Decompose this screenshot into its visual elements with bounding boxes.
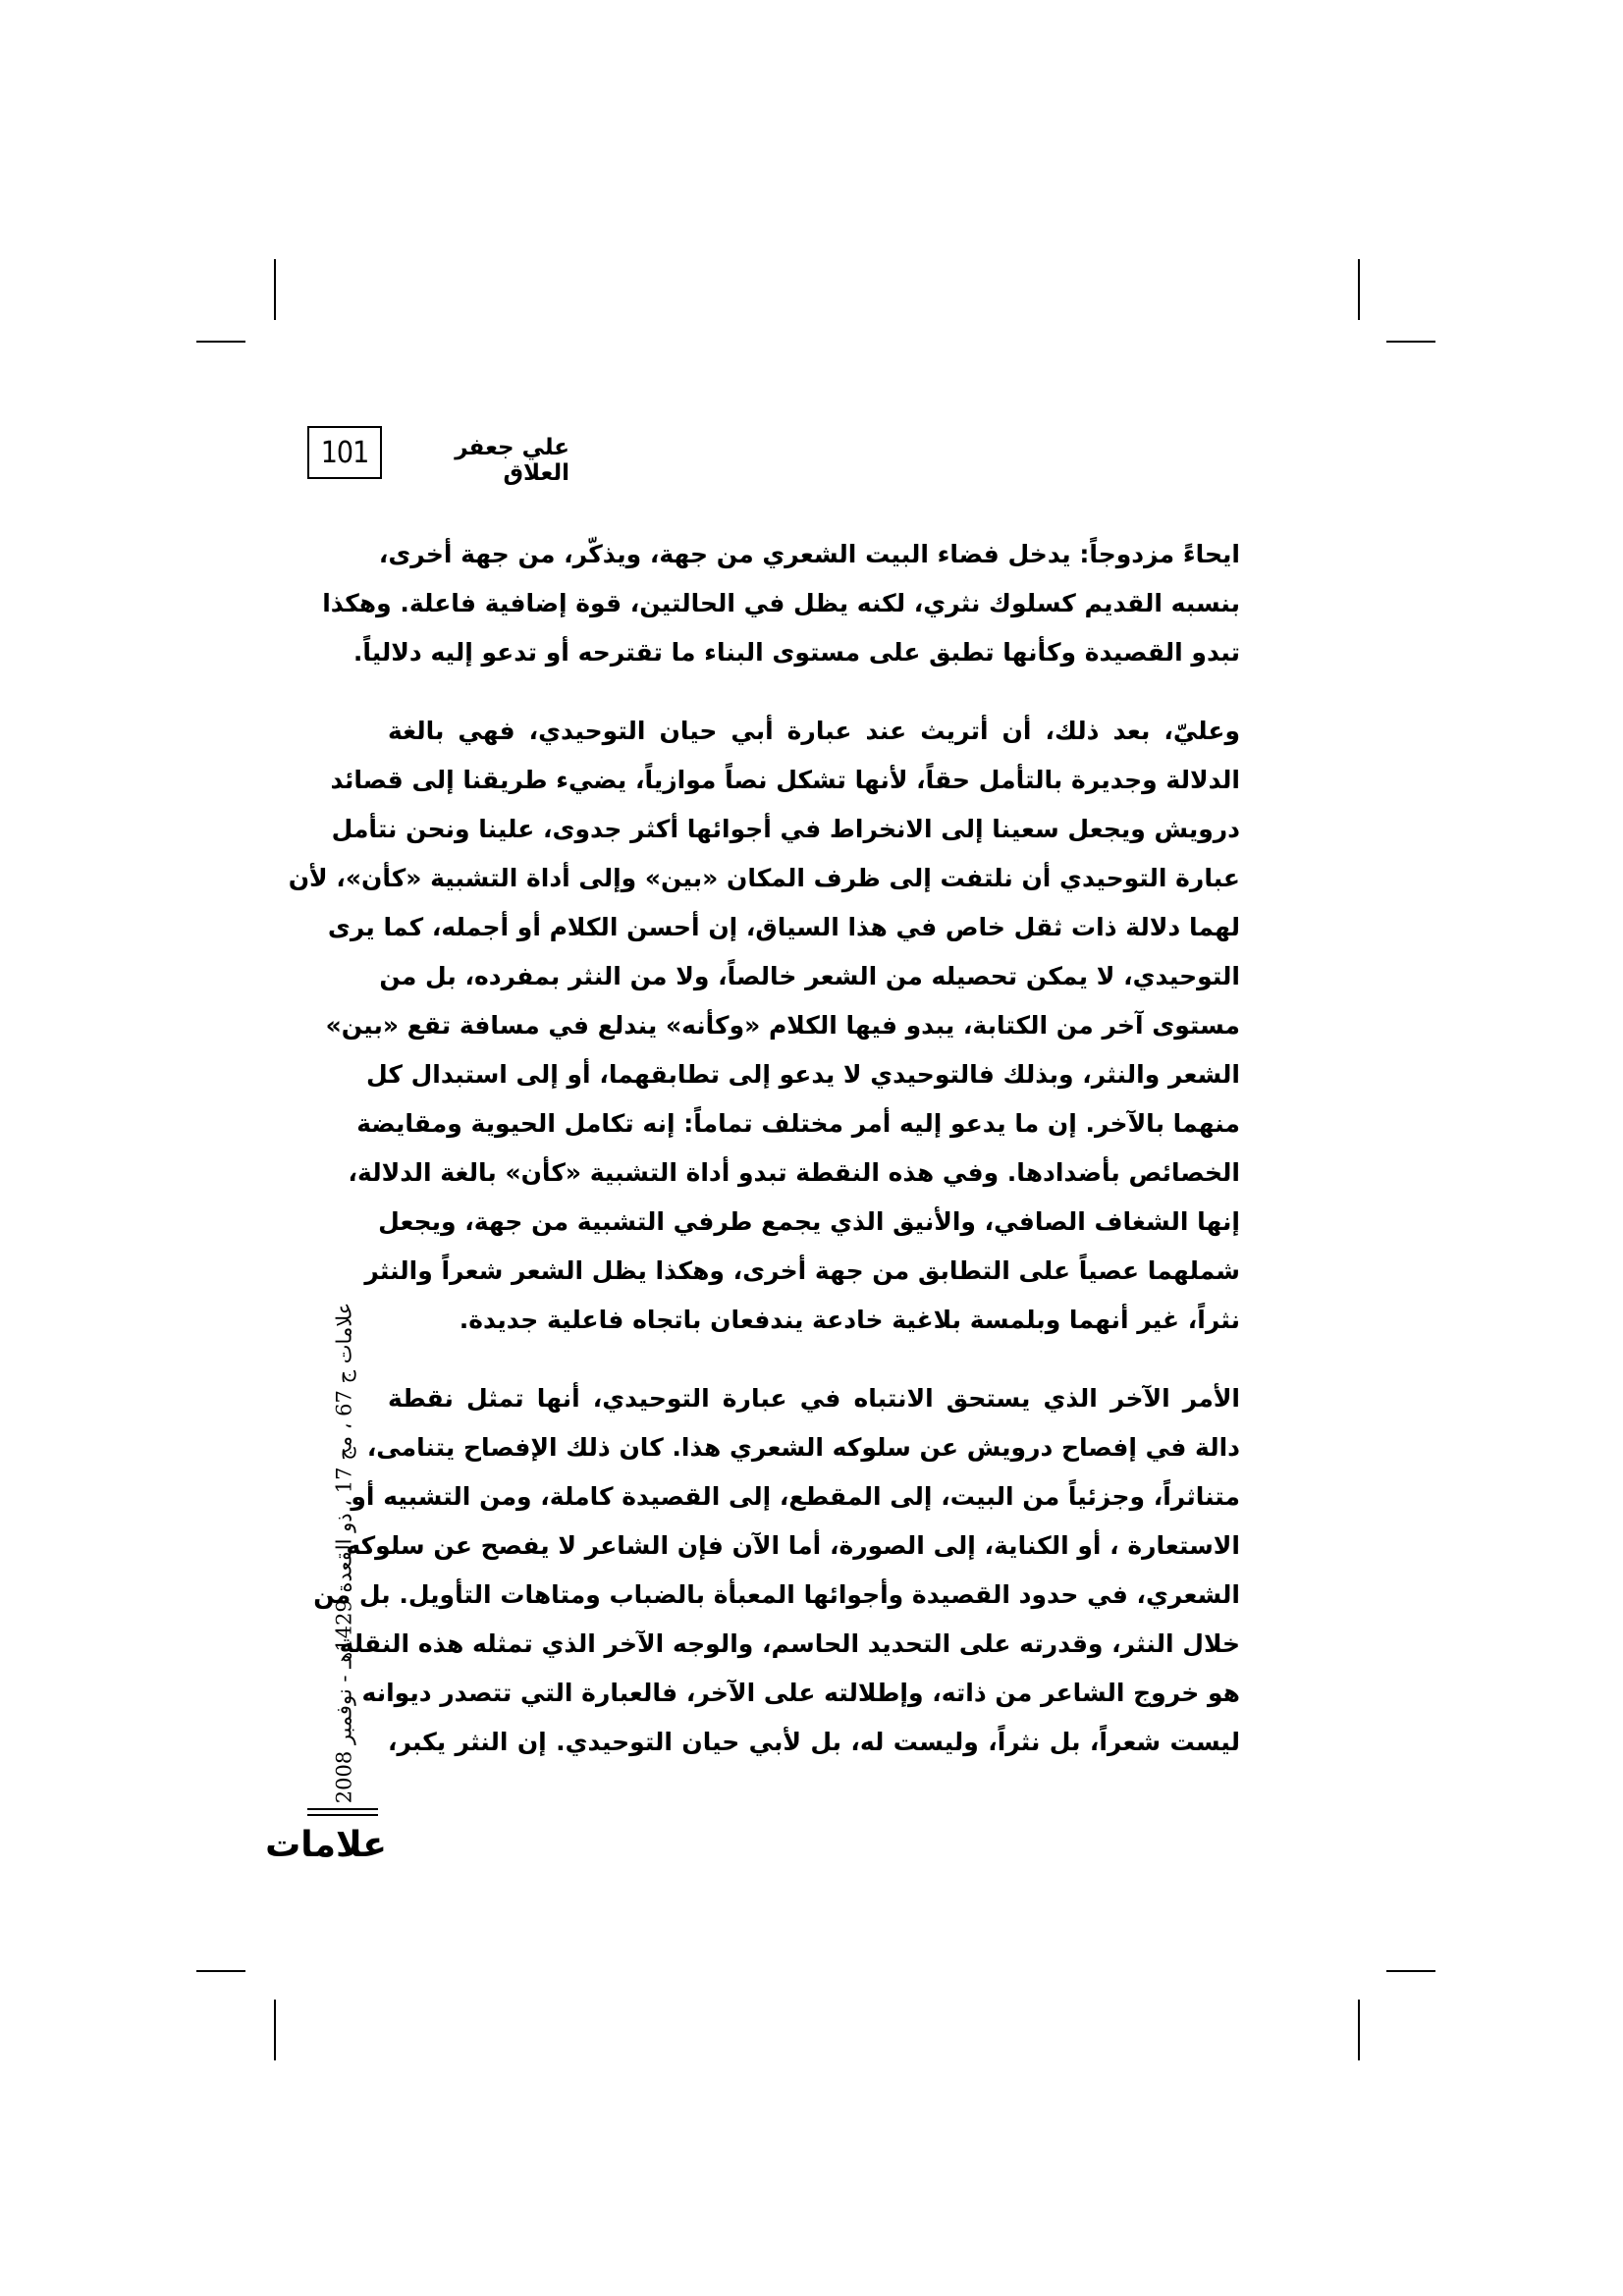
text-line: عبارة التوحيدي أن نلتفت إلى ظرف المكان «بين» وإلى أداة التشبية «كأن»، لأن <box>288 864 1240 892</box>
text-line: الخصائص بأضدادها. وفي هذه النقطة تبدو أداة التشبية «كأن» بالغة الدلالة، <box>348 1158 1240 1187</box>
crop-mark-top-left-vertical <box>274 259 276 320</box>
text-line: ايحاءً مزدوجاً: يدخل فضاء البيت الشعري من جهة، ويذكّر، من جهة أخرى، <box>378 540 1240 568</box>
text-line: ليست شعراً، بل نثراً، وليست له، بل لأبي حيان التوحيدي. إن النثر يكبر، <box>388 1728 1240 1756</box>
text-line: وعليّ، بعد ذلك، أن أتريث عند عبارة أبي حيان التوحيدي، فهي بالغة <box>388 717 1240 745</box>
paragraph <box>288 707 1240 1345</box>
text-line: الشعر والنثر، وبذلك فالتوحيدي لا يدعو إلى تطابقهما، أو إلى استبدال كل <box>366 1060 1240 1089</box>
journal-info-divider <box>307 1808 378 1816</box>
crop-mark-bottom-left-horizontal <box>196 1970 245 1972</box>
text-line: متناثراً، وجزئياً من البيت، إلى المقطع، إلى القصيدة كاملة، ومن التشبيه أو <box>351 1482 1240 1511</box>
text-line: تبدو القصيدة وكأنها تطبق على مستوى البناء ما تقترحه أو تدعو إليه دلالياً. <box>352 638 1240 667</box>
text-line: لهما دلالة ذات ثقل خاص في هذا السياق، إن أحسن الكلام أو أجمله، كما يرى <box>327 913 1240 941</box>
text-line: بنسبه القديم كسلوك نثري، لكنه يظل في الحالتين، قوة إضافية فاعلة. وهكذا <box>322 589 1240 617</box>
text-line: شملهما عصياً على التطابق من جهة أخرى، وهكذا يظل الشعر شعراً والنثر <box>364 1256 1240 1285</box>
crop-mark-bottom-right-horizontal <box>1386 1970 1435 1972</box>
text-line: التوحيدي، لا يمكن تحصيله من الشعر خالصاً، ولا من النثر بمفرده، بل من <box>379 962 1240 990</box>
text-line: الدلالة وجديرة بالتأمل حقاً، لأنها تشكل نصاً موازياً، يضيء طريقنا إلى قصائد <box>330 766 1240 794</box>
text-line: مستوى آخر من الكتابة، يبدو فيها الكلام «وكأنه» يندلع في مسافة تقع «بين» <box>325 1011 1240 1040</box>
text-line: الأمر الآخر الذي يستحق الانتباه في عبارة التوحيدي، أنها تمثل نقطة <box>388 1384 1240 1413</box>
text-line: الشعري، في حدود القصيدة وأجوائها المعبأة بالضباب ومتاهات التأويل. بل من <box>313 1580 1240 1609</box>
text-line: دالة في إفصاح درويش عن سلوكه الشعري هذا. كان ذلك الإفصاح يتنامى، <box>366 1433 1240 1462</box>
crop-mark-bottom-left-vertical <box>274 2000 276 2060</box>
journal-issue-text: علامات ج 67 ، مج 17 ، ذو القعدة 1429هـ - نوفمبر 2008 <box>332 1302 356 1804</box>
text-line: منهما بالآخر. إن ما يدعو إليه أمر مختلف تماماً: إنه تكامل الحيوية ومقايضة <box>356 1109 1240 1138</box>
text-line: هو خروج الشاعر من ذاته، وإطلالته على الآخر، فالعبارة التي تتصدر ديوانه <box>361 1679 1240 1707</box>
crop-mark-top-right-vertical <box>1358 259 1360 320</box>
text-line: خلال النثر، وقدرته على التحديد الحاسم، والوجه الآخر الذي تمثله هذه النقلة <box>339 1629 1240 1658</box>
page-number: 101 <box>307 426 382 479</box>
text-line: درويش ويجعل سعينا إلى الانخراط في أجوائها أكثر جدوى، علينا ونحن نتأمل <box>331 815 1240 843</box>
text-line: الاستعارة ، أو الكناية، إلى الصورة، أما الآن فإن الشاعر لا يفصح عن سلوكه <box>346 1531 1240 1560</box>
text-line: نثراً، غير أنهما وبلمسة بلاغية خادعة يندفعان باتجاه فاعلية جديدة. <box>459 1306 1240 1334</box>
crop-mark-bottom-right-vertical <box>1358 2000 1360 2060</box>
journal-issue-info <box>324 1298 363 1808</box>
text-line: إنها الشغاف الصافي، والأنيق الذي يجمع طرفي التشبية من جهة، ويجعل <box>378 1207 1240 1236</box>
running-head-author: علي جعفر العلاق <box>455 435 569 486</box>
crop-mark-top-left-horizontal <box>196 341 245 343</box>
paragraph <box>322 530 1240 677</box>
journal-logo: علامات <box>265 1825 387 1865</box>
crop-mark-top-right-horizontal <box>1386 341 1435 343</box>
